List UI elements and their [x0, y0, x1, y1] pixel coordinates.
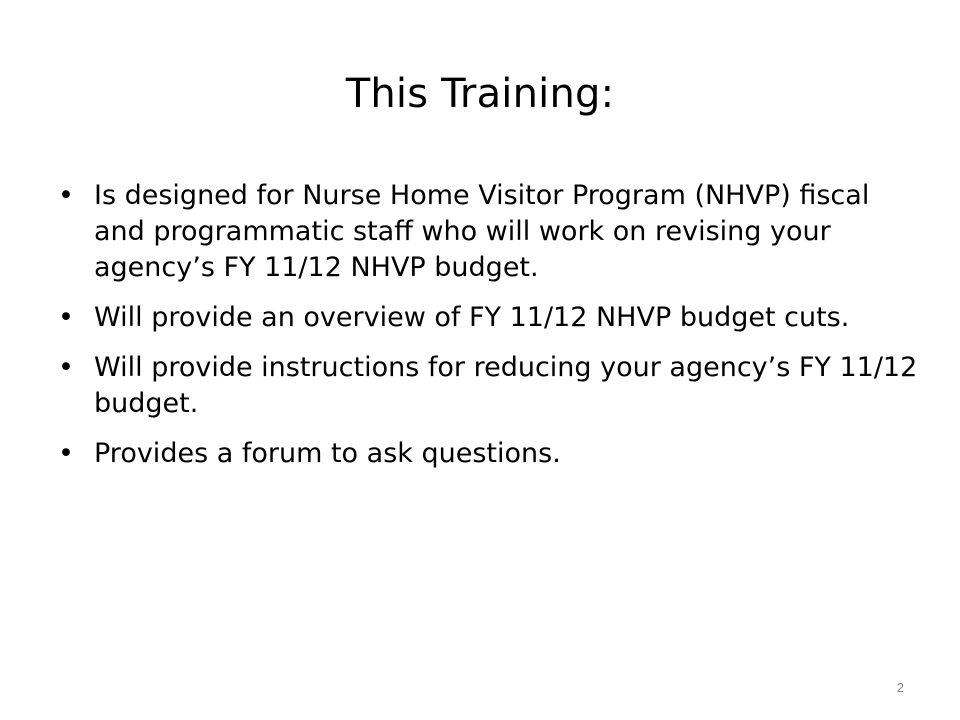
bullet-item-3 [58, 350, 918, 422]
bullet-icon: • [58, 352, 74, 383]
bullet-text-4: Provides a forum to ask questions. [94, 438, 561, 469]
bullet-icon: • [58, 180, 74, 211]
bullet-icon: • [58, 438, 74, 469]
bullet-text-3: Will provide instructions for reducing your agency’s FY 11/12 budget. [94, 352, 918, 419]
bullet-icon: • [58, 302, 74, 333]
bullet-text-2: Will provide an overview of FY 11/12 NHVP budget cuts. [94, 302, 850, 333]
bullet-item-2 [58, 300, 918, 336]
bullet-list [58, 178, 918, 486]
slide-title: This Training: [345, 71, 615, 117]
page-number: 2 [896, 680, 904, 695]
bullet-item-4 [58, 436, 918, 472]
bullet-item-1 [58, 178, 918, 286]
bullet-text-1: Is designed for Nurse Home Visitor Program (NHVP) fiscal and programmatic staff who will work on revising your agency’s FY 11/12 NHVP budget. [94, 180, 870, 283]
